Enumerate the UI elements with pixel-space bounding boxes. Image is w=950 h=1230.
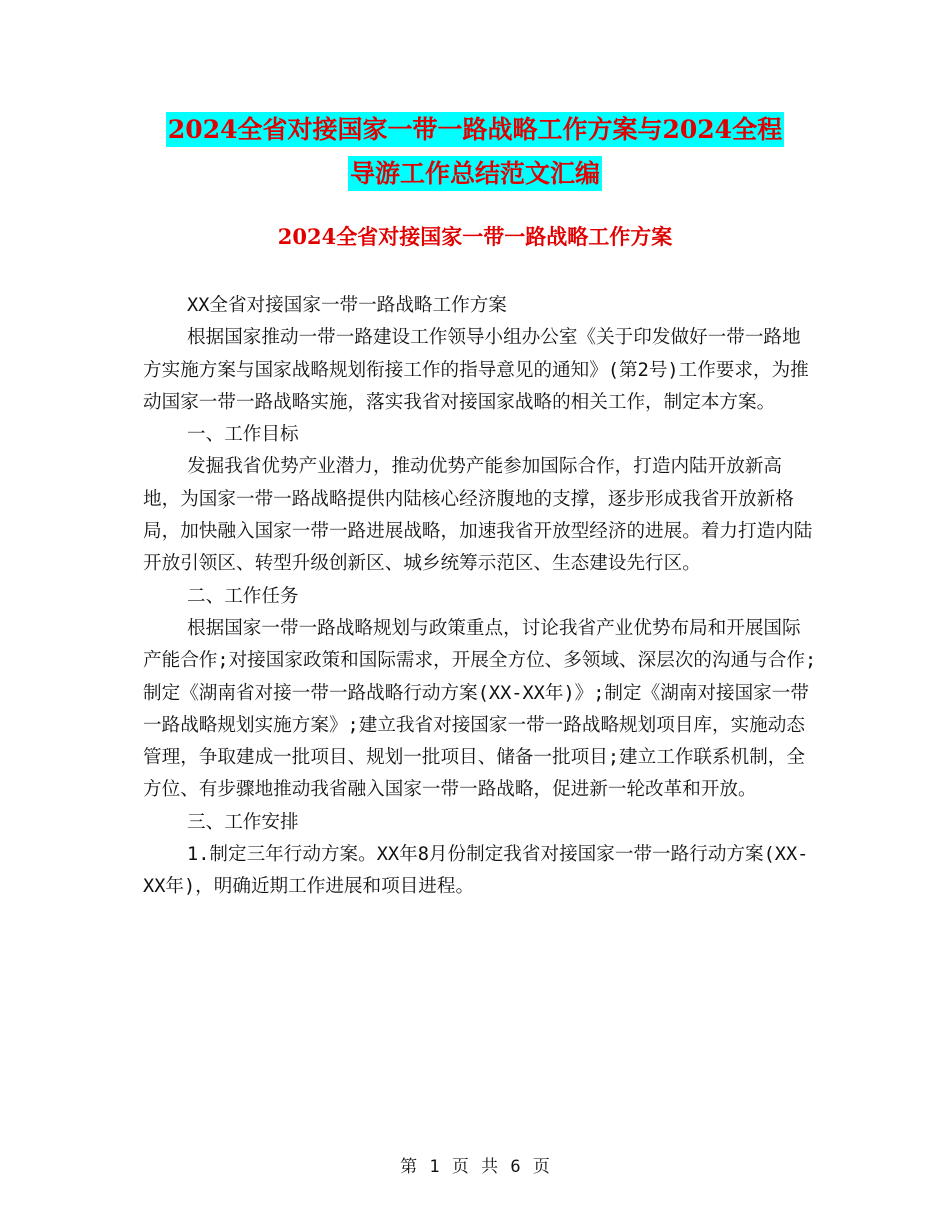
heading-work-arrangement: 三、工作安排 xyxy=(187,811,299,833)
paragraph-intro: 根据国家推动一带一路建设工作领导小组办公室《关于印发做好一带一路地方实施方案与国家战略规划衔接工作的指导意见的通知》(第2号)工作要求，为推动国家一带一路战略实施，落实我省对接国家战略的相关工作，制定本方案。 xyxy=(143,327,809,413)
paragraph-doc-name: XX全省对接国家一带一路战略工作方案 xyxy=(187,295,507,316)
main-title-line-2: 导游工作总结范文汇编 xyxy=(348,156,602,191)
document-body xyxy=(143,290,818,904)
main-title xyxy=(0,108,950,196)
page-number-footer: 第 1 页 共 6 页 xyxy=(400,1157,550,1177)
paragraph-work-tasks: 根据国家一带一路战略规划与政策重点，讨论我省产业优势布局和开展国际产能合作;对接国家政策和国际需求，开展全方位、多领域、深层次的沟通与合作;制定《湖南省对接一带一路战略行动方案(XX-XX年)》;制定《湖南对接国家一带一路战略规划实施方案》;建立我省对接国家一带一路战略规划项目库，实施动态管理，争取建成一批项目、规划一批项目、储备一批项目;建立工作联系机制，全方位、有步骤地推动我省融入国家一带一路战略，促进新一轮改革和开放。 xyxy=(143,617,817,801)
heading-work-goals: 一、工作目标 xyxy=(187,424,299,446)
paragraph-work-goals: 发掘我省优势产业潜力，推动优势产能参加国际合作，打造内陆开放新高地，为国家一带一路战略提供内陆核心经济腹地的支撑，逐步形成我省开放新格局，加快融入国家一带一路进展战略，加速我省开放型经济的进展。着力打造内陆开放引领区、转型升级创新区、城乡统筹示范区、生态建设先行区。 xyxy=(143,456,813,575)
paragraph-arrangement-1: 1.制定三年行动方案。XX年8月份制定我省对接国家一带一路行动方案(XX-XX年)，明确近期工作进展和项目进程。 xyxy=(143,844,809,898)
section-title: 2024全省对接国家一带一路战略工作方案 xyxy=(277,224,673,249)
heading-work-tasks: 二、工作任务 xyxy=(187,585,299,607)
main-title-line-1: 2024全省对接国家一带一路战略工作方案与2024全程 xyxy=(166,112,784,147)
